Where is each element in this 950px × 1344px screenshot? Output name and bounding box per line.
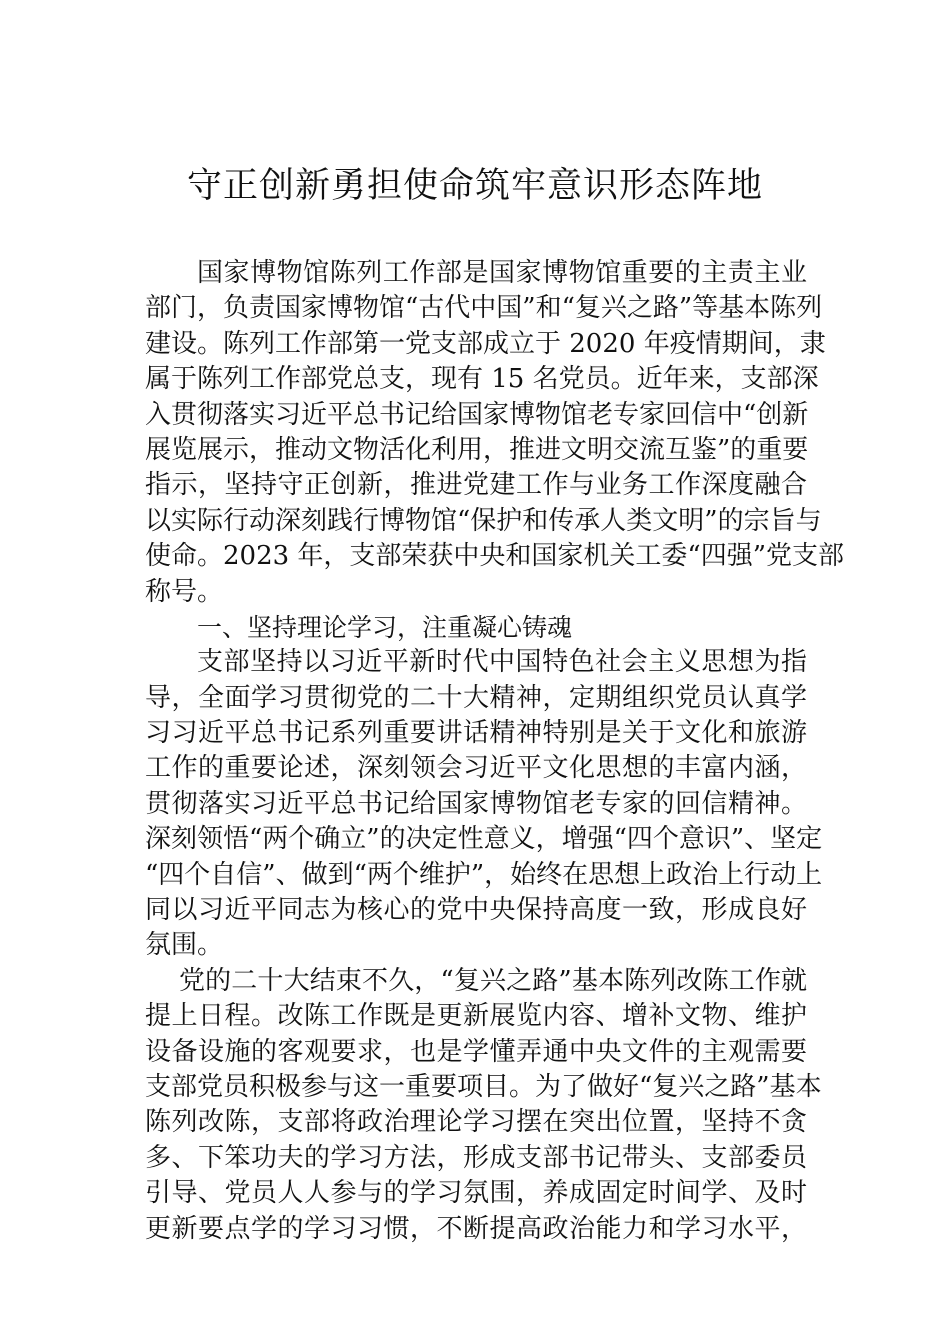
paragraph-line: 习习近平总书记系列重要讲话精神特别是关于文化和旅游 <box>145 718 807 749</box>
paragraph-line: 使命。2023 年，支部荣获中央和国家机关工委“四强”党支部 <box>145 541 845 572</box>
paragraph-line: 工作的重要论述，深刻领会习近平文化思想的丰富内涵， <box>145 753 807 784</box>
paragraph-line: 同以习近平同志为核心的党中央保持高度一致，形成良好 <box>145 895 807 926</box>
document-body <box>145 256 845 1247</box>
paragraph-line: 陈列改陈，支部将政治理论学习摆在突出位置，坚持不贪 <box>145 1107 807 1138</box>
paragraph-line: 指示，坚持守正创新，推进党建工作与业务工作深度融合 <box>145 470 807 501</box>
paragraph-line: 党的二十大结束不久，“复兴之路”基本陈列改陈工作就 <box>179 965 807 996</box>
paragraph-line: 多、下笨功夫的学习方法，形成支部书记带头、支部委员 <box>145 1142 807 1173</box>
paragraph-line: 设备设施的客观要求，也是学懂弄通中央文件的主观需要 <box>145 1036 807 1067</box>
paragraph-line: 属于陈列工作部党总支，现有 15 名党员。近年来，支部深 <box>145 364 819 395</box>
paragraph-line: 贯彻落实习近平总书记给国家博物馆老专家的回信精神。 <box>145 788 807 819</box>
paragraph-line: 支部坚持以习近平新时代中国特色社会主义思想为指 <box>197 647 807 678</box>
paragraph-line: 提上日程。改陈工作既是更新展览内容、增补文物、维护 <box>145 1001 807 1032</box>
paragraph-line: 以实际行动深刻践行博物馆“保护和传承人类文明”的宗旨与 <box>145 505 822 536</box>
paragraph-line: 建设。陈列工作部第一党支部成立于 2020 年疫情期间，隶 <box>145 328 826 359</box>
paragraph-line: 深刻领悟“两个确立”的决定性意义，增强“四个意识”、坚定 <box>145 824 823 855</box>
paragraph-line: 入贯彻落实习近平总书记给国家博物馆老专家回信中“创新 <box>145 399 809 430</box>
paragraph-line: 氛围。 <box>145 930 224 961</box>
paragraph-line: 称号。 <box>145 576 224 607</box>
section-heading: 一、坚持理论学习，注重凝心铸魂 <box>197 612 573 642</box>
paragraph-line: 国家博物馆陈列工作部是国家博物馆重要的主责主业 <box>197 258 807 288</box>
paragraph-line: 更新要点学的学习习惯，不断提高政治能力和学习水平， <box>145 1213 807 1244</box>
paragraph-line: 展览展示，推动文物活化利用，推进文明交流互鉴”的重要 <box>145 434 809 465</box>
paragraph-line: 导，全面学习贯彻党的二十大精神，定期组织党员认真学 <box>145 682 807 713</box>
paragraph-line: “四个自信”、做到“两个维护”，始终在思想上政治上行动上 <box>145 859 823 890</box>
paragraph-line: 引导、党员人人参与的学习氛围，养成固定时间学、及时 <box>145 1178 807 1209</box>
document-title: 守正创新勇担使命筑牢意识形态阵地 <box>186 166 763 206</box>
paragraph-line: 支部党员积极参与这一重要项目。为了做好“复兴之路”基本 <box>145 1071 822 1102</box>
paragraph-line: 部门，负责国家博物馆“古代中国”和“复兴之路”等基本陈列 <box>145 293 823 324</box>
